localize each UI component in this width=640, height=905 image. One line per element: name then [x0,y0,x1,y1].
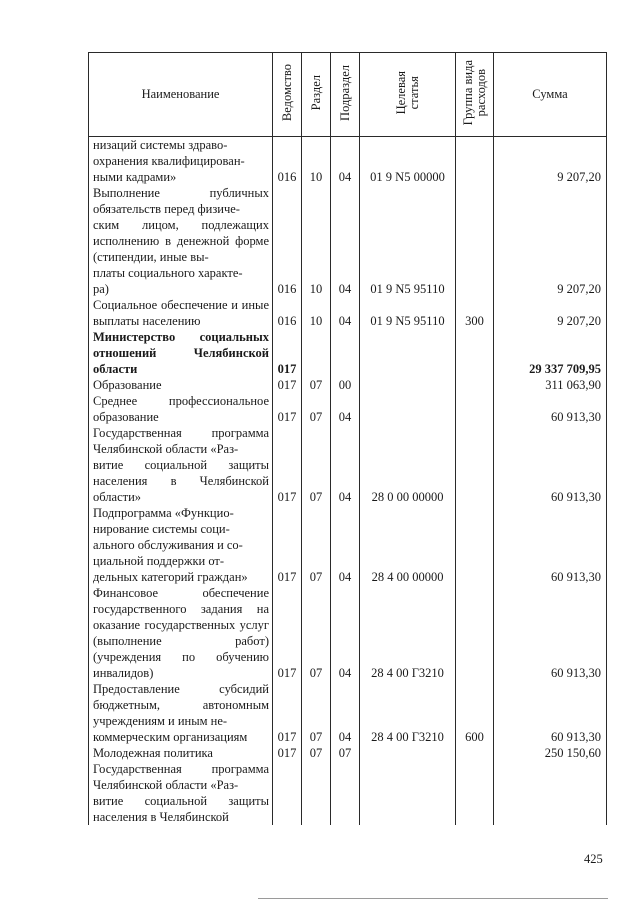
table-row [89,425,607,505]
row-name-cell [89,585,273,681]
row-celevaya-cell [360,393,456,425]
row-celevaya-cell [360,377,456,393]
row-name-cell [89,297,273,329]
row-name-cell [89,505,273,585]
row-name-text: Образование [93,378,162,392]
row-celevaya-cell: 01 9 N5 95110 [360,185,456,297]
row-name-text: Министерство социальных отношений Челябинской области [93,330,269,376]
scan-artifact-line [258,898,608,899]
row-razdel-cell: 07 [302,377,331,393]
row-vedomstvo-cell: 017 [273,393,302,425]
table-row [89,681,607,745]
row-vedomstvo-cell: 017 [273,425,302,505]
row-gruppa-cell [456,745,494,761]
row-summa-cell: 9 207,20 [494,185,607,297]
row-podrazdel-cell: 04 [331,297,360,329]
row-podrazdel-cell [331,761,360,825]
row-name-text: Среднее профессиональное образование [93,394,269,424]
row-name-text: Государственная программа Челябинской области «Раз- витие социальной защиты населения в Челябинской области» [93,426,269,504]
header-podrazdel: Подраздел [331,53,360,137]
row-razdel-cell: 07 [302,681,331,745]
row-gruppa-cell [456,377,494,393]
row-name-cell [89,393,273,425]
row-podrazdel-cell: 04 [331,137,360,186]
table-row [89,393,607,425]
row-razdel-cell [302,761,331,825]
table-row [89,505,607,585]
row-summa-cell: 60 913,30 [494,681,607,745]
table-row [89,185,607,297]
row-summa-cell: 9 207,20 [494,297,607,329]
row-vedomstvo-cell: 016 [273,297,302,329]
row-summa-cell: 60 913,30 [494,505,607,585]
row-summa-cell: 60 913,30 [494,585,607,681]
row-vedomstvo-cell: 017 [273,681,302,745]
budget-table-container [88,52,606,825]
page-number: 425 [584,852,603,866]
row-razdel-cell: 10 [302,185,331,297]
row-razdel-cell [302,329,331,377]
row-name-cell [89,425,273,505]
row-name-cell [89,681,273,745]
row-celevaya-cell: 28 4 00 Г3210 [360,585,456,681]
row-summa-cell [494,761,607,825]
row-vedomstvo-cell: 017 [273,377,302,393]
row-vedomstvo-cell: 017 [273,329,302,377]
row-vedomstvo-cell: 016 [273,185,302,297]
table-row [89,745,607,761]
table-row [89,297,607,329]
row-gruppa-cell: 600 [456,681,494,745]
row-name-text: Молодежная политика [93,746,213,760]
row-podrazdel-cell: 00 [331,377,360,393]
row-name-cell [89,377,273,393]
row-podrazdel-cell: 07 [331,745,360,761]
row-gruppa-cell [456,393,494,425]
row-razdel-cell: 07 [302,393,331,425]
table-body [89,137,607,826]
budget-table [88,52,607,825]
row-celevaya-cell [360,745,456,761]
row-summa-cell: 9 207,20 [494,137,607,186]
row-razdel-cell: 10 [302,297,331,329]
row-name-text: Государственная программа Челябинской области «Раз- витие социальной защиты населения в Челябинской [93,762,269,824]
row-gruppa-cell [456,185,494,297]
header-name: Наименование [89,53,273,137]
row-gruppa-cell [456,761,494,825]
row-vedomstvo-cell [273,761,302,825]
row-celevaya-cell: 01 9 N5 95110 [360,297,456,329]
row-celevaya-cell: 28 4 00 00000 [360,505,456,585]
row-razdel-cell: 07 [302,745,331,761]
row-name-text: Предоставление субсидий бюджетным, автономным учреждениям и иным не- коммерческим организациям [93,682,269,744]
row-name-text: Выполнение публичных обязательств перед физиче- ским лицом, подлежащих исполнению в денежной форме (стипендии, иные вы- платы социального характе- ра) [93,186,269,296]
header-celevaya-statya: Целевая статья [360,53,456,137]
row-razdel-cell: 07 [302,585,331,681]
row-name-cell [89,761,273,825]
table-row [89,137,607,186]
row-name-cell [89,137,273,186]
row-vedomstvo-cell: 017 [273,745,302,761]
row-summa-cell: 311 063,90 [494,377,607,393]
row-name-text: Финансовое обеспечение государственного задания на оказание государственных услуг (выполнение работ) (учреждения по обучению инвалидов) [93,586,269,680]
row-name-text: низаций системы здраво- охранения квалифицирован- ными кадрами» [93,138,245,184]
row-razdel-cell: 07 [302,425,331,505]
row-celevaya-cell [360,329,456,377]
header-gruppa-vida-rashodov: Группа вида расходов [456,53,494,137]
row-podrazdel-cell: 04 [331,393,360,425]
row-gruppa-cell [456,329,494,377]
header-vedomstvo: Ведомство [273,53,302,137]
row-gruppa-cell [456,505,494,585]
row-vedomstvo-cell: 017 [273,505,302,585]
row-gruppa-cell [456,585,494,681]
row-name-text: Социальное обеспечение и иные выплаты населению [93,298,269,328]
row-gruppa-cell [456,425,494,505]
row-name-cell [89,329,273,377]
row-podrazdel-cell: 04 [331,585,360,681]
table-row [89,377,607,393]
row-gruppa-cell: 300 [456,297,494,329]
row-summa-cell: 29 337 709,95 [494,329,607,377]
row-vedomstvo-cell: 016 [273,137,302,186]
row-podrazdel-cell: 04 [331,505,360,585]
row-celevaya-cell [360,761,456,825]
row-celevaya-cell: 01 9 N5 00000 [360,137,456,186]
row-podrazdel-cell [331,329,360,377]
row-gruppa-cell [456,137,494,186]
row-podrazdel-cell: 04 [331,681,360,745]
row-celevaya-cell: 28 0 00 00000 [360,425,456,505]
row-razdel-cell: 07 [302,505,331,585]
table-row [89,329,607,377]
table-row [89,585,607,681]
table-row [89,761,607,825]
row-razdel-cell: 10 [302,137,331,186]
row-podrazdel-cell: 04 [331,425,360,505]
table-header-row [89,53,607,137]
row-podrazdel-cell: 04 [331,185,360,297]
row-summa-cell: 60 913,30 [494,393,607,425]
row-name-cell [89,185,273,297]
row-vedomstvo-cell: 017 [273,585,302,681]
header-razdel: Раздел [302,53,331,137]
header-summa: Сумма [494,53,607,137]
row-name-cell [89,745,273,761]
row-name-text: Подпрограмма «Функцио- нирование системы соци- ального обслуживания и со- циальной поддержки от- дельных категорий граждан» [93,506,248,584]
row-summa-cell: 250 150,60 [494,745,607,761]
row-celevaya-cell: 28 4 00 Г3210 [360,681,456,745]
row-summa-cell: 60 913,30 [494,425,607,505]
